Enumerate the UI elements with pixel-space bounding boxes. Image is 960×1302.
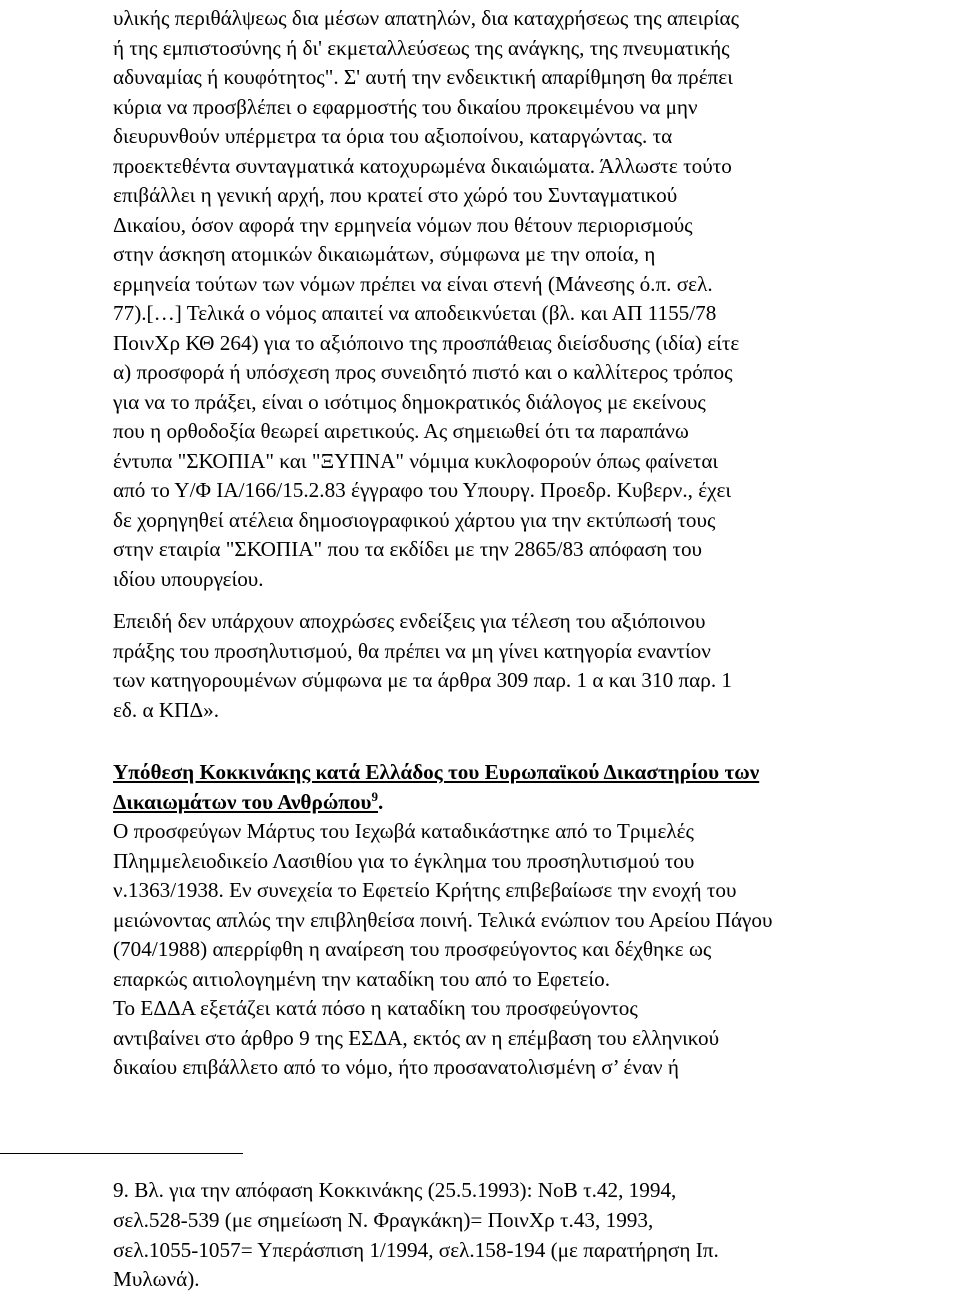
- footnote-reference[interactable]: 9: [371, 788, 378, 804]
- text-line: αδυναμίας ή κουφότητος". Σ' αυτή την ενδεικτική απαρίθμηση θα πρέπει: [113, 65, 733, 89]
- text-line: δικαίου επιβάλλετο από το νόμο, ήτο προσανατολισμένη σ’ έναν ή: [113, 1055, 679, 1079]
- footnote: [113, 1176, 913, 1295]
- text-line: (704/1988) απερρίφθη η αναίρεση του προσφεύγοντος και δέχθηκε ως: [113, 937, 712, 961]
- text-line: στην άσκηση ατομικών δικαιωμάτων, σύμφωνα με την οποία, η: [113, 242, 656, 266]
- text-line: αντιβαίνει στο άρθρο 9 της ΕΣΔΑ, εκτός αν η επέμβαση του ελληνικού: [113, 1025, 720, 1050]
- text-line: Το ΕΔΔΑ εξετάζει κατά πόσο η καταδίκη του προσφεύγοντος: [113, 996, 638, 1020]
- paragraph-3: [113, 817, 955, 1083]
- text-line: επιβάλλει η γενική αρχή, που κρατεί στο χώρό του Συνταγματικού: [113, 183, 678, 207]
- text-line: στην εταιρία "ΣΚΟΠΙΑ" που τα εκδίδει με την 2865/83 απόφαση του: [113, 537, 703, 561]
- text-line: υλικής περιθάλψεως δια μέσων απατηλών, δια καταχρήσεως της απειρίας: [113, 6, 740, 30]
- text-line: προεκτεθέντα συνταγματικά κατοχυρωμένα δικαιώματα. Άλλωστε τούτο: [113, 153, 732, 178]
- footnote-line: σελ.1055-1057= Υπεράσπιση 1/1994, σελ.158-194 (με παρατήρηση Ιπ.: [113, 1237, 719, 1262]
- text-line: Δικαίου, όσον αφορά την ερμηνεία νόμων που θέτουν περιορισμούς: [113, 212, 693, 237]
- footnote-line: 9. Βλ. για την απόφαση Κοκκινάκης (25.5.1993): ΝοΒ τ.42, 1994,: [113, 1178, 677, 1202]
- text-line: διευρυνθούν υπέρμετρα τα όρια του αξιοποίνου, καταργώντας. τα: [113, 124, 673, 148]
- text-line: 77).[…] Τελικά ο νόμος απαιτεί να αποδεικνύεται (βλ. και ΑΠ 1155/78: [113, 301, 717, 325]
- text-line: δε χορηγηθεί ατέλεια δημοσιογραφικού χάρτου για την εκτύπωσή τους: [113, 507, 716, 532]
- paragraph-1: [113, 4, 955, 594]
- text-line: α) προσφορά ή υπόσχεση προς συνειδητό πιστό και ο καλλίτερος τρόπος: [113, 360, 733, 384]
- text-line: έντυπα "ΣΚΟΠΙΑ" και "ΞΥΠΝΑ" νόμιμα κυκλοφορούν όπως φαίνεται: [113, 448, 719, 473]
- text-line: των κατηγορουμένων σύμφωνα με τα άρθρα 309 παρ. 1 α και 310 παρ. 1: [113, 668, 733, 692]
- heading-trailing: .: [378, 789, 384, 814]
- text-line: από το Υ/Φ ΙΑ/166/15.2.83 έγγραφο του Υπουργ. Προεδρ. Κυβερν., έχει: [113, 478, 732, 502]
- paragraph-2: [113, 607, 955, 725]
- text-line: ΠοινΧρ ΚΘ 264) για το αξιόποινο της προσπάθειας διείσδυσης (ιδία) είτε: [113, 330, 740, 355]
- text-line: για να το πράξει, είναι ο ισότιμος δημοκρατικός διάλογος με εκείνους: [113, 389, 706, 414]
- text-line: πράξης του προσηλυτισμού, θα πρέπει να μη γίνει κατηγορία εναντίον: [113, 638, 711, 663]
- text-line: εδ. α ΚΠΔ».: [113, 697, 219, 722]
- footnote-separator: [0, 1153, 243, 1154]
- text-line: επαρκώς αιτιολογημένη την καταδίκη του από το Εφετείο.: [113, 966, 610, 991]
- text-line: που η ορθοδοξία θεωρεί αιρετικούς. Ας σημειωθεί ότι τα παραπάνω: [113, 419, 689, 443]
- text-line: Ο προσφεύγων Μάρτυς του Ιεχωβά καταδικάστηκε από το Τριμελές: [113, 819, 694, 843]
- body-text: [113, 4, 955, 1083]
- text-line: ή της εμπιστοσύνης ή δι' εκμεταλλεύσεως της ανάγκης, της πνευματικής: [113, 35, 730, 60]
- text-line: μειώνοντας απλώς την επιβληθείσα ποινή. Τελικά ενώπιον του Αρείου Πάγου: [113, 907, 773, 932]
- text-line: ιδίου υπουργείου.: [113, 566, 264, 591]
- section-heading: [113, 758, 955, 817]
- text-line: κύρια να προσβλέπει ο εφαρμοστής του δικαίου προκειμένου να μην: [113, 94, 698, 119]
- heading-text: Δικαιωμάτων του Ανθρώπου: [113, 789, 372, 814]
- heading-line: Υπόθεση Κοκκινάκης κατά Ελλάδος του Ευρωπαϊκού Δικαστηρίου των: [113, 760, 760, 784]
- text-line: ν.1363/1938. Εν συνεχεία το Εφετείο Κρήτης επιβεβαίωσε την ενοχή του: [113, 878, 737, 902]
- heading-line: [113, 790, 378, 814]
- footnote-line: Μυλωνά).: [113, 1267, 200, 1292]
- text-line: ερμηνεία τούτων των νόμων πρέπει να είναι στενή (Μάνεσης ό.π. σελ.: [113, 271, 713, 296]
- footnote-line: σελ.528-539 (με σημείωση Ν. Φραγκάκη)= ΠοινΧρ τ.43, 1993,: [113, 1207, 654, 1232]
- text-line: Πλημμελειοδικείο Λασιθίου για το έγκλημα του προσηλυτισμού του: [113, 848, 695, 873]
- text-line: Επειδή δεν υπάρχουν αποχρώσες ενδείξεις για τέλεση του αξιόποινου: [113, 609, 706, 633]
